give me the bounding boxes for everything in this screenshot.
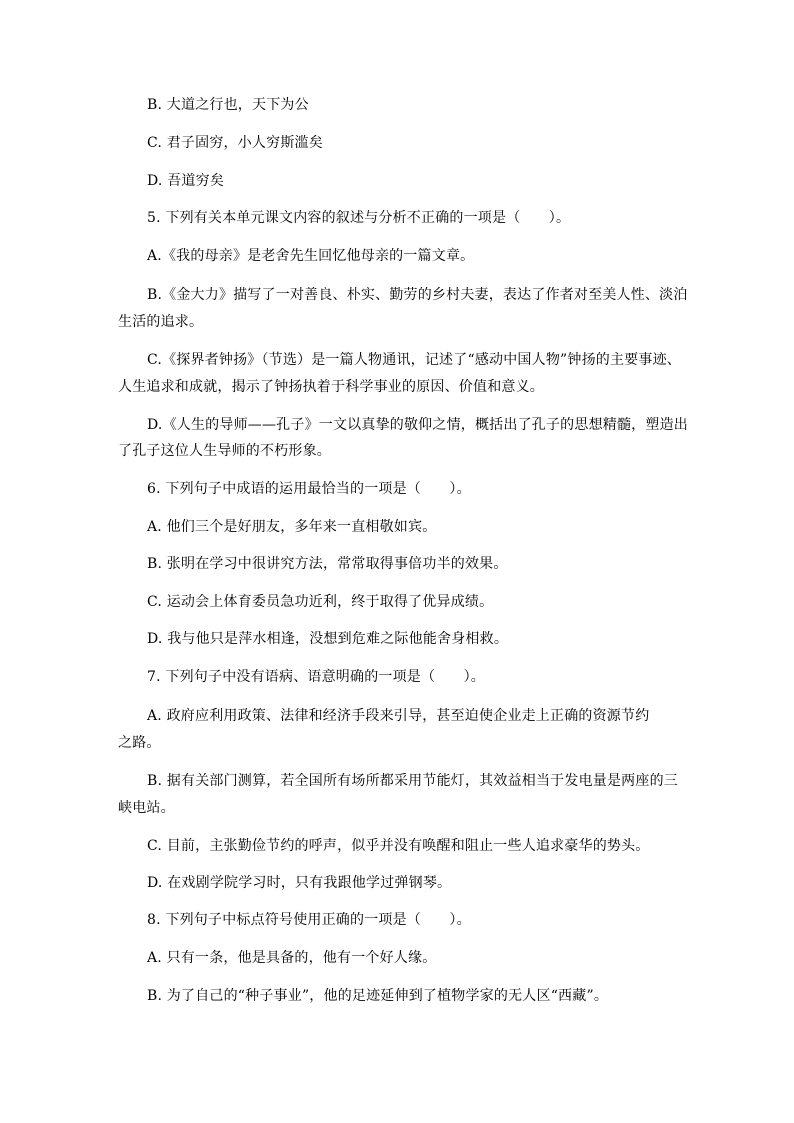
q6-option-c: C. 运动会上体育委员急功近利，终于取得了优异成绩。 — [147, 594, 494, 610]
q7-option-a: A. 政府应利用政策、法律和经济手段来引导，甚至迫使企业走上正确的资源节约 — [147, 708, 650, 724]
q6-option-b: B. 张明在学习中很讲究方法，常常取得事倍功半的效果。 — [147, 556, 508, 572]
q5-option-b-cont: 生活的追求。 — [118, 314, 204, 330]
question-5: 5. 下列有关本单元课文内容的叙述与分析不正确的一项是（ ）。 — [147, 210, 571, 226]
q7-option-d: D. 在戏剧学院学习时，只有我跟他学过弹钢琴。 — [147, 875, 452, 891]
question-8: 8. 下列句子中标点符号使用正确的一项是（ ）。 — [147, 912, 471, 928]
q6-option-a: A. 他们三个是好朋友，多年来一直相敬如宾。 — [147, 519, 437, 535]
q7-option-c: C. 目前，主张勤俭节约的呼声，似乎并没有唤醒和阻止一些人追求豪华的势头。 — [147, 838, 650, 854]
option-c-line: C. 君子固穷，小人穷斯滥矣 — [147, 135, 323, 151]
question-6: 6. 下列句子中成语的运用最恰当的一项是（ ）。 — [147, 481, 471, 497]
q5-option-a: A.《我的母亲》是老舍先生回忆他母亲的一篇文章。 — [147, 248, 475, 264]
q5-option-c: C.《探界者钟扬》（节选）是一篇人物通讯，记述了“感动中国人物”钟扬的主要事迹、 — [147, 352, 681, 368]
q5-option-d: D.《人生的导师——孔子》一文以真挚的敬仰之情，概括出了孔子的思想精髓，塑造出 — [147, 417, 688, 433]
q7-option-a-cont: 之路。 — [118, 735, 161, 751]
q7-option-b: B. 据有关部门测算，若全国所有场所都采用节能灯，其效益相当于发电量是两座的三 — [147, 773, 678, 789]
q7-option-b-cont: 峡电站。 — [118, 800, 175, 816]
q8-option-a: A. 只有一条，他是具备的，他有一个好人缘。 — [147, 950, 437, 966]
option-d-line: D. 吾道穷矣 — [147, 173, 225, 189]
question-7: 7. 下列句子中没有语病、语意明确的一项是（ ）。 — [147, 669, 486, 685]
option-b-line: B. 大道之行也，天下为公 — [147, 97, 309, 113]
q8-option-b: B. 为了自己的“种子事业”，他的足迹延伸到了植物学家的无人区“西藏”。 — [147, 988, 609, 1004]
q6-option-d: D. 我与他只是萍水相逢，没想到危难之际他能舍身相救。 — [147, 631, 509, 647]
q5-option-c-cont: 人生追求和成就，揭示了钟扬执着于科学事业的原因、价值和意义。 — [118, 379, 544, 395]
q5-option-b: B.《金大力》描写了一对善良、朴实、勤劳的乡村夫妻，表达了作者对至美人性、淡泊 — [147, 287, 688, 303]
q5-option-d-cont: 了孔子这位人生导师的不朽形象。 — [118, 443, 331, 459]
